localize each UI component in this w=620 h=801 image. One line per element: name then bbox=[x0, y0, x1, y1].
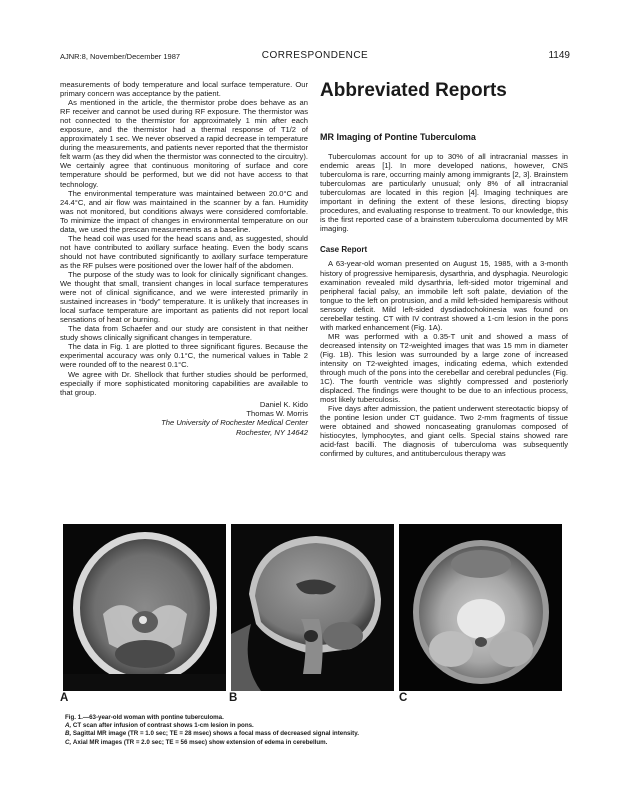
section-name: CORRESPONDENCE bbox=[261, 50, 369, 61]
caption-title: Fig. 1.—63-year-old woman with pontine tuberculoma. bbox=[65, 714, 224, 721]
author-signature bbox=[60, 400, 308, 438]
figure-panel-c-axial-mr bbox=[399, 524, 562, 691]
caption-text: Axial MR images (TR = 2.0 sec; TE = 56 msec) show extension of edema in cerebellum. bbox=[72, 738, 328, 746]
paragraph: The data from Schaefer and our study are consistent in that neither study shows clinically significant changes in temperature. bbox=[60, 324, 308, 343]
sagittal-mr-image bbox=[231, 524, 394, 691]
caption-text: CT scan after infusion of contrast shows 1-cm lesion in pons. bbox=[72, 722, 254, 730]
paragraph: The environmental temperature was maintained between 20.0°C and 24.4°C, and air flow was maintained in the scanner by a fan. Humidity was not monitored, but conditions always were considered comfortable. To minimize the impact of changes in environmental temperature on our data, we used the prescan measurements as a baseline. bbox=[60, 188, 308, 234]
journal-citation: AJNR:8, November/December 1987 bbox=[60, 52, 181, 61]
panel-label-a: A bbox=[60, 692, 69, 704]
caption-line-a bbox=[65, 722, 565, 730]
right-column bbox=[320, 80, 568, 459]
paragraph: measurements of body temperature and local surface temperature. Our primary concern was acceptance by the patient. bbox=[60, 80, 308, 99]
subsection-heading: Case Report bbox=[320, 245, 368, 255]
running-header bbox=[60, 50, 570, 64]
caption-key: C, bbox=[65, 738, 72, 746]
caption-key: B, bbox=[65, 730, 72, 738]
author-name: Daniel K. Kido bbox=[259, 399, 308, 409]
page-number: 1149 bbox=[548, 50, 570, 61]
paragraph: The head coil was used for the head scans and, as suggested, should not have contributed to axillary surface heating. Even the body scans should not have contributed significantly to axillary surface temperature as the RF pulses were positioned over the lower half of the abdomen. bbox=[60, 233, 308, 270]
caption-text: Sagittal MR image (TR = 1.0 sec; TE = 28 msec) shows a focal mass of decreased signal intensity. bbox=[72, 730, 359, 738]
article-title: MR Imaging of Pontine Tuberculoma bbox=[320, 132, 476, 142]
panel-label-c: C bbox=[399, 692, 408, 704]
section-heading: Abbreviated Reports bbox=[320, 80, 507, 101]
author-location: Rochester, NY 14642 bbox=[235, 427, 308, 437]
caption-line-b bbox=[65, 730, 565, 738]
caption-line-c bbox=[65, 739, 565, 747]
paragraph: The data in Fig. 1 are plotted to three significant figures. Because the experimental accuracy was only 0.1°C, the numerical values in Table 2 were rounded off to the nearest 0.1°C. bbox=[60, 342, 308, 370]
author-name: Thomas W. Morris bbox=[246, 409, 308, 419]
panel-label-b: B bbox=[229, 692, 238, 704]
figure-panel-b-sagittal-mr bbox=[231, 524, 394, 691]
ct-scan-image bbox=[63, 524, 226, 691]
author-affiliation: The University of Rochester Medical Center bbox=[161, 418, 308, 428]
paragraph: Tuberculomas account for up to 30% of all intracranial masses in endemic areas [1]. In more developed nations, however, CNS tuberculoma is rare, occurring mainly among immigrants [2, 3]. Brainstem tuberculomas are particularly unusual; only 8% of all intracranial tuberculomas are located in this region [4]. Imaging techniques are important in defining the extent of these lesions, directing biopsy procedures, and evaluating response to treatment. To our knowledge, this is the first reported case of a brainstem tuberculoma documented by MR imaging. bbox=[320, 152, 568, 234]
axial-mr-image bbox=[399, 524, 562, 691]
paragraph: A 63-year-old woman presented on August 15, 1985, with a 3-month history of progressive hemiparesis, dysarthria, and dysphagia. Neurologic examination revealed mild dysarthria, left-sided motor trigeminal and peripheral facial palsy, an immobile left soft palate, deviation of the tongue to the left on protrusion, and a mild left-sided hemiparesis without sensory deficit. Mild left-sided dysdiadochokinesia was found on cerebellar testing. CT with IV contrast showed a 1-cm lesion in the pons with marked enhancement (Fig. 1A). bbox=[320, 259, 568, 332]
paragraph: The purpose of the study was to look for clinically significant changes. We thought that small, transient changes in local surface temperatures were not of clinical significance, and we were interested primarily in sustained increases in “body” temperature. It is unlikely that increases in local surface temperature are important as patients did not report local sensations of heat or burning. bbox=[60, 269, 308, 325]
paragraph: Five days after admission, the patient underwent stereotactic biopsy of the pontine lesion under CT guidance. Two 2-mm fragments of tissue were obtained and showed noncaseating granulomas composed of histiocytes, lymphocytes, and giant cells. Special stains showed rare acid-fast bacilli. The diagnosis of tuberculoma was subsequently confirmed by cultures, and antituberculous therapy was bbox=[320, 404, 568, 459]
paragraph: As mentioned in the article, the thermistor probe does behave as an RF receiver and cannot be used during RF exposure. The thermistor was not connected to the thermistor for approximately 1 min after each exposure, and the thermistor had a thermal response of T1/2 of approximately 1 sec. We never observed a rapid decrease in temperature during the measurements, and patients never reported that the thermistor felt warm (as they did when the thermistor was connected to the circuitry). We certainly agree that continuous monitoring of surface and core temperature should be performed, but we did not have access to that technology. bbox=[60, 98, 308, 189]
figure-caption bbox=[65, 714, 565, 747]
figure-panel-a-ct-axial bbox=[63, 524, 226, 691]
left-column bbox=[60, 80, 308, 437]
paragraph: We agree with Dr. Shellock that further studies should be performed, especially if more sophisticated monitoring capabilities are available to that group. bbox=[60, 369, 308, 397]
caption-key: A, bbox=[65, 722, 72, 730]
paragraph: MR was performed with a 0.35-T unit and showed a mass of decreased intensity on T2-weighted images that was 15 mm in diameter (Fig. 1B). This lesion was surrounded by a large zone of increased intensity on T2-weighted images, indicating edema, which extended through much of the pons into the cerebellar and cerebral peduncles (Fig. 1C). The fourth ventricle was slightly compressed and posteriorly displaced. The findings were thought to be due to an infectious process, most likely tuberculosis. bbox=[320, 331, 568, 405]
